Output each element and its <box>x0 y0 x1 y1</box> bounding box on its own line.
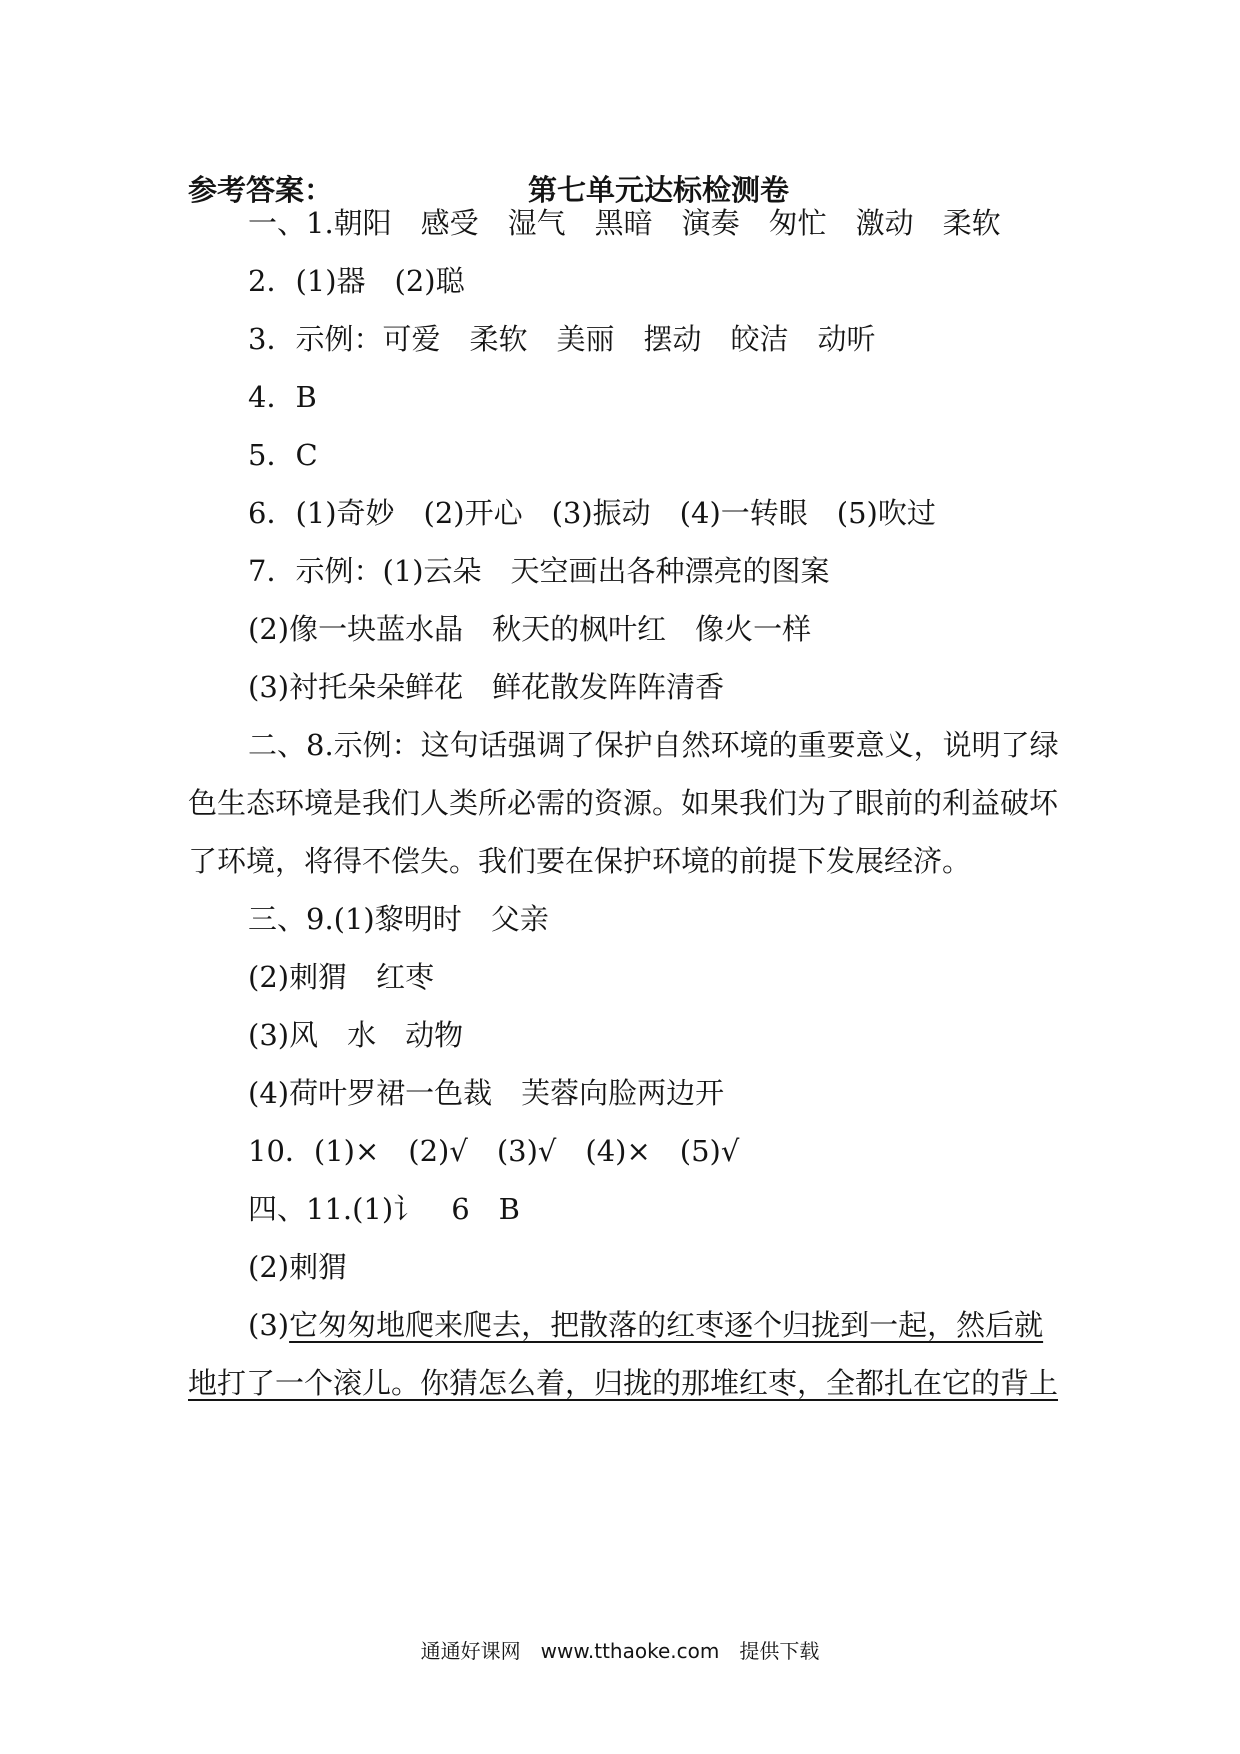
underlined-quote-part-1: 它匆匆地爬来爬去，把散落的红枣逐个归拢到一起，然后就 <box>289 1308 1044 1342</box>
answer-line-7-3: (3)衬托朵朵鲜花 鲜花散发阵阵清香 <box>248 670 725 704</box>
answer-line-11-3 <box>248 1305 1128 1345</box>
answer-line-8-cont-1: 色生态环境是我们人类所必需的资源。如果我们为了眼前的利益破坏 <box>188 786 1059 820</box>
answer-line-7-2: (2)像一块蓝水晶 秋天的枫叶红 像火一样 <box>248 612 812 646</box>
page-heading <box>188 168 1080 208</box>
answer-line-11: 四、11.(1)讠 6 B <box>248 1192 520 1226</box>
answer-line-5: 5．C <box>248 438 318 472</box>
answer-line-9-4: (4)荷叶罗裙一色裁 芙蓉向脸两边开 <box>248 1076 725 1110</box>
answer-line-9: 三、9.(1)黎明时 父亲 <box>248 902 549 936</box>
answer-line-11-2: (2)刺猬 <box>248 1250 348 1284</box>
answer-line-4: 4．B <box>248 380 317 414</box>
answer-line-8-cont-2: 了环境，将得不偿失。我们要在保护环境的前提下发展经济。 <box>188 844 972 878</box>
answer-line-9-3: (3)风 水 动物 <box>248 1018 464 1052</box>
answer-line-2: 2．(1)器 (2)聪 <box>248 264 465 298</box>
underlined-quote-part-2: 地打了一个滚儿。你猜怎么着，归拢的那堆红枣，全都扎在它的背上 <box>188 1366 1059 1400</box>
answer-line-1: 一、1.朝阳 感受 湿气 黑暗 演奏 匆忙 激动 柔软 <box>248 206 1001 240</box>
document-title: 第七单元达标检测卷 <box>528 173 790 207</box>
answer-key-label: 参考答案： <box>188 173 334 207</box>
footer-source: 通通好课网 www.tthaoke.com 提供下载 <box>420 1639 820 1663</box>
answer-line-7: 7．示例：(1)云朵 天空画出各种漂亮的图案 <box>248 554 830 588</box>
answer-line-9-2: (2)刺猬 红枣 <box>248 960 435 994</box>
answer-line-10: 10．(1)× (2)√ (3)√ (4)× (5)√ <box>248 1134 740 1168</box>
answer-line-3: 3．示例：可爱 柔软 美丽 摆动 皎洁 动听 <box>248 322 876 356</box>
answer-line-6: 6．(1)奇妙 (2)开心 (3)振动 (4)一转眼 (5)吹过 <box>248 496 936 530</box>
answer-line-11-3-prefix: (3) <box>248 1308 290 1342</box>
answer-line-8: 二、8.示例：这句话强调了保护自然环境的重要意义，说明了绿 <box>248 728 1059 762</box>
